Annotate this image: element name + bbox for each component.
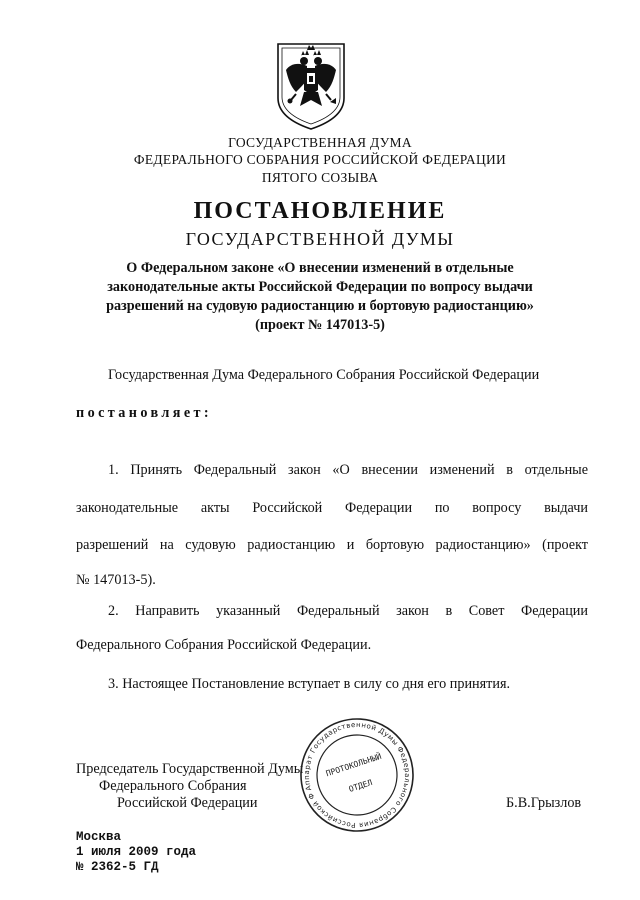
item1-line-2: законодательные акты Российской Федерации по вопросу выдачи: [76, 500, 588, 516]
item3-text: 3. Настоящее Постановление вступает в силу со дня его принятия.: [108, 676, 511, 692]
svg-text:Аппарат Государственной Думы Ф: [298, 715, 416, 835]
subject-line-3: разрешений на судовую радиостанцию и бортовую радиостанцию»: [106, 298, 534, 314]
header-line-2: ФЕДЕРАЛЬНОГО СОБРАНИЯ РОССИЙСКОЙ ФЕДЕРАЦИИ: [133, 152, 507, 167]
signatory-name: Б.В.Грызлов: [506, 795, 582, 811]
subject-line-1: О Федеральном законе «О внесении изменений в отдельные: [126, 260, 514, 276]
header-line-1: ГОСУДАРСТВЕННАЯ ДУМА: [228, 135, 412, 150]
signatory-line-2: Федерального Собрания: [99, 778, 247, 794]
subject-line-4: (проект № 147013-5): [255, 317, 385, 333]
resolves-text: постановляет:: [76, 405, 213, 421]
signatory-line-1: Председатель Государственной Думы: [76, 761, 304, 777]
stamp-outer-text: Аппарат Государственной Думы Федерального Собрания Российской Федерации: [302, 720, 412, 830]
footer-number: № 2362-5 ГД: [76, 860, 159, 874]
eagle-icon: [274, 40, 348, 132]
stamp-inner-line-1: ПРОТОКОЛЬНЫЙ: [324, 751, 383, 779]
header-line-3: ПЯТОГО СОЗЫВА: [261, 170, 379, 185]
item2-line-2: Федерального Собрания Российской Федерации.: [76, 637, 372, 653]
official-stamp: [298, 715, 416, 835]
item1-line-3: разрешений на судовую радиостанцию и бортовую радиостанцию» (проект: [76, 537, 588, 553]
footer-date: 1 июля 2009 года: [76, 845, 197, 859]
subject-line-2: законодательные акты Российской Федерации по вопросу выдачи: [107, 279, 533, 295]
document-title: ПОСТАНОВЛЕНИЕ: [193, 198, 447, 224]
intro-text: Государственная Дума Федерального Собрания Российской Федерации: [108, 367, 540, 383]
item1-line-4: № 147013-5).: [76, 572, 156, 588]
stamp-inner-line-2: ОТДЕЛ: [347, 777, 374, 794]
document-subtitle: ГОСУДАРСТВЕННОЙ ДУМЫ: [185, 229, 455, 249]
stamp-seal-icon: [298, 715, 416, 835]
signatory-line-3: Российской Федерации: [117, 795, 258, 811]
coat-of-arms-emblem: [274, 40, 348, 132]
item1-line-1: 1. Принять Федеральный закон «О внесении изменений в отдельные: [108, 462, 588, 478]
item2-line-1: 2. Направить указанный Федеральный закон в Совет Федерации: [108, 603, 588, 619]
footer-city: Москва: [76, 830, 122, 844]
